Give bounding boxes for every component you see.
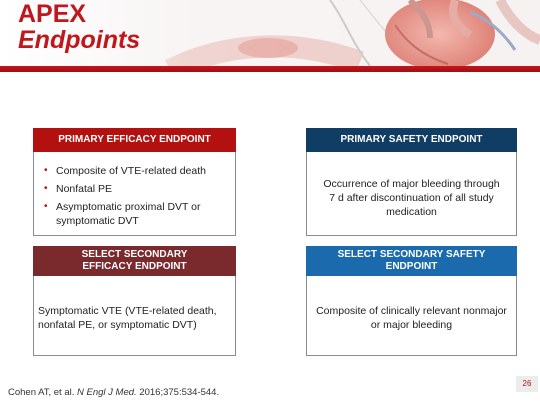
citation-authors: Cohen AT, et al. [8, 387, 75, 398]
primary-safety-body: Occurrence of major bleeding through 7 d after discontinuation of all study medication [323, 178, 500, 218]
citation-details: 2016;375:534-544. [139, 387, 220, 398]
bullet-icon: • [44, 183, 48, 194]
primary-safety-panel [306, 128, 517, 236]
primary-efficacy-list [40, 164, 229, 228]
primary-efficacy-panel [33, 128, 236, 236]
bullet-text: Nonfatal PE [56, 183, 113, 195]
slide-title-line-1: APEX [18, 0, 87, 28]
citation-journal: N Engl J Med. [77, 387, 137, 398]
primary-efficacy-body [34, 164, 235, 232]
bullet-text: Composite of VTE-related death [56, 165, 206, 177]
bullet-text: Asymptomatic proximal DVT or symptomatic DVT [56, 201, 201, 227]
secondary-efficacy-body: Symptomatic VTE (VTE-related death, nonfatal PE, or symptomatic DVT) [38, 305, 217, 331]
secondary-efficacy-heading: SELECT SECONDARY EFFICACY ENDPOINT [33, 246, 236, 276]
secondary-safety-body: Composite of clinically relevant nonmajor or major bleeding [316, 305, 507, 331]
list-item [40, 200, 229, 228]
slide-title-line-2: Endpoints [18, 26, 141, 54]
bullet-icon: • [44, 165, 48, 176]
slide-title [18, 1, 140, 53]
page-number: 26 [516, 376, 538, 392]
primary-efficacy-heading: PRIMARY EFFICACY ENDPOINT [33, 128, 236, 152]
list-item [40, 182, 229, 196]
secondary-safety-heading: SELECT SECONDARY SAFETY ENDPOINT [306, 246, 517, 276]
secondary-safety-panel [306, 246, 517, 356]
bullet-icon: • [44, 201, 48, 212]
citation [8, 387, 219, 398]
secondary-efficacy-panel [33, 246, 236, 356]
primary-safety-heading: PRIMARY SAFETY ENDPOINT [306, 128, 517, 152]
list-item [40, 164, 229, 178]
header-accent-bar [0, 66, 540, 72]
